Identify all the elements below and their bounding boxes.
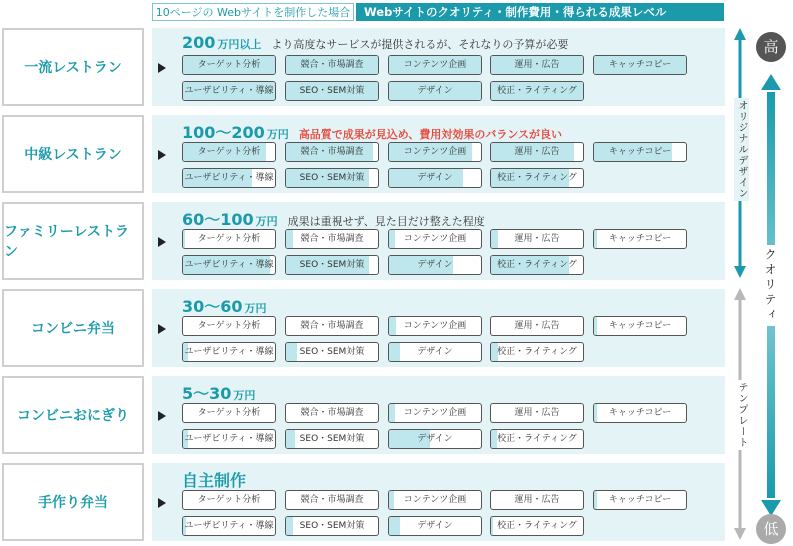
quality-label: クオリティ bbox=[762, 245, 779, 326]
tier-label: 一流レストラン bbox=[2, 28, 144, 106]
task-name: 競合・市場調査 bbox=[300, 495, 364, 505]
task-name: キャッチコピー bbox=[608, 147, 672, 157]
condition-note: 10ページの Webサイトを制作した場合 bbox=[152, 3, 354, 21]
task-name: ターゲット分析 bbox=[197, 147, 261, 157]
task-name: キャッチコピー bbox=[608, 60, 672, 70]
task-name: デザイン bbox=[417, 347, 453, 357]
task-name: ターゲット分析 bbox=[197, 321, 261, 331]
price-unit: 万円 bbox=[266, 128, 289, 141]
task-name: SEO・SEM対策 bbox=[299, 347, 365, 357]
task-name: 校正・ライティング bbox=[497, 173, 577, 183]
task-name: SEO・SEM対策 bbox=[299, 521, 365, 531]
task-name: ユーザビリティ・導線 bbox=[184, 173, 274, 183]
task-name: ターゲット分析 bbox=[197, 234, 261, 244]
task-name: SEO・SEM対策 bbox=[299, 260, 365, 270]
task-name: 競合・市場調査 bbox=[300, 60, 364, 70]
task-name: デザイン bbox=[417, 86, 453, 96]
task-name: 運用・広告 bbox=[514, 321, 560, 331]
task-name: 競合・市場調査 bbox=[300, 408, 364, 418]
task-name: SEO・SEM対策 bbox=[299, 173, 365, 183]
task-name: デザイン bbox=[417, 260, 453, 270]
price-amount: 60〜100 bbox=[182, 210, 254, 229]
low-badge: 低 bbox=[756, 514, 786, 544]
task-name: 校正・ライティング bbox=[497, 347, 577, 357]
price-amount: 5〜30 bbox=[182, 384, 232, 403]
task-name: 競合・市場調査 bbox=[300, 321, 364, 331]
price-amount: 100〜200 bbox=[182, 123, 265, 142]
task-name: 校正・ライティング bbox=[497, 521, 577, 531]
task-name: ターゲット分析 bbox=[197, 60, 261, 70]
task-name: ユーザビリティ・導線 bbox=[184, 521, 274, 531]
task-name: 運用・広告 bbox=[514, 147, 560, 157]
task-name: キャッチコピー bbox=[608, 495, 672, 505]
tier-label: 手作り弁当 bbox=[2, 463, 144, 541]
task-name: 運用・広告 bbox=[514, 408, 560, 418]
task-name: キャッチコピー bbox=[608, 234, 672, 244]
task-name: 校正・ライティング bbox=[497, 260, 577, 270]
task-name: ユーザビリティ・導線 bbox=[184, 260, 274, 270]
task-name: デザイン bbox=[417, 521, 453, 531]
task-name: コンテンツ企画 bbox=[403, 495, 467, 505]
tier-description: より高度なサービスが提供されるが、それなりの予算が必要 bbox=[271, 38, 569, 51]
price-unit: 万円 bbox=[255, 215, 278, 228]
task-name: 運用・広告 bbox=[514, 495, 560, 505]
price-unit: 万円 bbox=[244, 302, 267, 315]
task-name: キャッチコピー bbox=[608, 408, 672, 418]
task-name: デザイン bbox=[417, 434, 453, 444]
task-name: 競合・市場調査 bbox=[300, 147, 364, 157]
task-name: ユーザビリティ・導線 bbox=[184, 86, 274, 96]
tier-label: コンビニおにぎり bbox=[2, 376, 144, 454]
high-badge: 高 bbox=[756, 32, 786, 62]
task-name: 校正・ライティング bbox=[497, 86, 577, 96]
task-name: ターゲット分析 bbox=[197, 408, 261, 418]
task-name: キャッチコピー bbox=[608, 321, 672, 331]
task-name: 競合・市場調査 bbox=[300, 234, 364, 244]
original-design-label: オリジナルデザイン bbox=[736, 100, 747, 199]
task-name: 運用・広告 bbox=[514, 60, 560, 70]
template-label: テンプレート bbox=[736, 382, 747, 448]
task-name: 校正・ライティング bbox=[497, 434, 577, 444]
task-name: コンテンツ企画 bbox=[403, 60, 467, 70]
task-name: 運用・広告 bbox=[514, 234, 560, 244]
task-name: コンテンツ企画 bbox=[403, 321, 467, 331]
price-amount: 自主制作 bbox=[182, 471, 247, 490]
task-name: コンテンツ企画 bbox=[403, 408, 467, 418]
tier-label: コンビニ弁当 bbox=[2, 289, 144, 367]
comparison-title: Webサイトのクオリティ・制作費用・得られる成果レベル bbox=[356, 3, 724, 21]
task-name: ターゲット分析 bbox=[197, 495, 261, 505]
price-unit: 万円以上 bbox=[217, 38, 262, 51]
tier-label: 中級レストラン bbox=[2, 115, 144, 193]
task-name: SEO・SEM対策 bbox=[299, 86, 365, 96]
task-name: コンテンツ企画 bbox=[403, 234, 467, 244]
tier-label: ファミリーレストラン bbox=[2, 202, 144, 280]
price-amount: 200 bbox=[182, 33, 216, 52]
task-name: デザイン bbox=[417, 173, 453, 183]
price-unit: 万円 bbox=[233, 389, 256, 402]
task-name: ユーザビリティ・導線 bbox=[184, 434, 274, 444]
task-name: SEO・SEM対策 bbox=[299, 434, 365, 444]
tier-description: 成果は重視せず、見た目だけ整えた程度 bbox=[287, 215, 485, 228]
task-name: ユーザビリティ・導線 bbox=[184, 347, 274, 357]
price-amount: 30〜60 bbox=[182, 297, 243, 316]
task-name: コンテンツ企画 bbox=[403, 147, 467, 157]
tier-description: 高品質で成果が見込め、費用対効果のバランスが良い bbox=[298, 128, 563, 141]
